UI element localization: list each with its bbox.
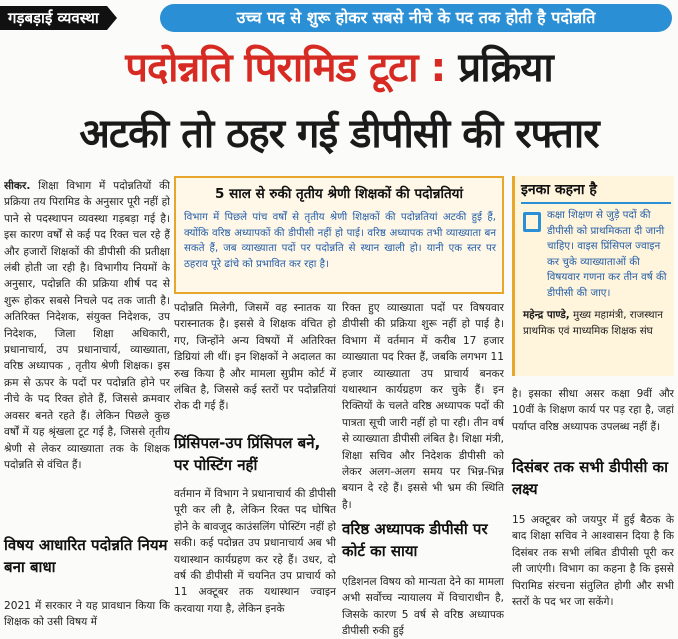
top-bar [0, 0, 678, 34]
col3-subhead: वरिष्ठ अध्यापक डीपीसी पर कोर्ट का साया [342, 520, 488, 560]
col4-para2: 15 अक्टूबर को जयपुर में हुई बैठक के बाद शिक्षा सचिव ने आश्वासन दिया है कि दिसंबर तक सभी लंबित डीपीसी पूरी कर ली जाएंगी। विभाग का कहना है कि इससे पिरामिड संरचना संतुलित होगी और सभी स्तरों के पद भर जा सकेंगे। [512, 514, 674, 609]
headline-red-part: पदोन्नति पिरामिड टूटा : [125, 45, 446, 91]
col3-para1: रिक्त हुए व्याख्याता पदों पर विषयवार डीपीसी की प्रक्रिया शुरू नहीं हो पाई है। विभाग में वर्तमान में करीब 17 हजार व्याख्याता पद रिक्त हैं, जबकि लगभग 11 हजार व्याख्याता उप प्राचार्य बनकर यथास्थान कार्यग्रहण कर चुके हैं। इन रिक्तियों के चलते वरिष्ठ अध्यापक पदों की पात्रता सूची जारी नहीं हो पा रही। तीन वर्ष से व्याख्याता डीपीसी लंबित है। शिक्षा मंत्री, शिक्षा सचिव और निदेशक डीपीसी को लेकर अलग-अलग समय पर भिन्न-भिन्न बयान दे रहे हैं। इससे भी भ्रम की स्थिति है। [342, 302, 504, 511]
sidebar-divider [521, 202, 671, 204]
quoted-person-designation: मुख्य महामंत्री, राजस्थान प्राथमिक एवं माध्यमिक शिक्षक संघ [523, 309, 664, 337]
col2-subhead: प्रिंसिपल-उप प्रिंसिपल बने, पर पोस्टिंग नहीं [174, 434, 321, 474]
summary-box-title: 5 साल से रुकी तृतीय श्रेणी शिक्षकों की पदोन्नतियां [215, 186, 463, 202]
summary-box [174, 176, 504, 294]
quoted-person-name: महेन्द्र पाण्डे, [523, 309, 570, 321]
headline-dark-part: प्रक्रिया [458, 45, 553, 91]
col2-para2: वर्तमान में विभाग ने प्रधानाचार्य की डीपीसी पूरी कर ली है, लेकिन रिक्त पद घोषित होने के बावजूद काउंसलिंग पोस्टिंग नहीं हो सकी। कई पदोन्नत उप प्रधानाचार्य अब भी यथास्थान कार्यग्रहण कर रहे हैं। उधर, दो वर्ष की डीपीसी में चयनित उप प्राचार्य को 11 अक्टूबर तक यथास्थान ज्वाइन करवाया गया है, लेकिन इनके [174, 488, 336, 615]
sidebar-title: इनका कहना है [521, 182, 597, 198]
sidebar-quote-text: कक्षा शिक्षण से जुड़े पदों की डीपीसी को प्राथमिकता दी जानी चाहिए। वाइस प्रिंसिपल ज्वाइन कर चुके व्याख्याताओं की विषयवार गणना कर तीन वर्ष की डीपीसी की जाए। [547, 209, 667, 299]
col3-para2: एडिशनल विषय को मान्यता देने का मामला अभी सर्वोच्च न्यायालय में विचाराधीन है, जिसके कारण 5 वर्ष से वरिष्ठ अध्यापक डीपीसी रुकी हुई [342, 576, 504, 638]
col4-para1: है। इसका सीधा असर कक्षा 9वीं और 10वीं के शिक्षण कार्य पर पड़ रहा है, जहां पर्याप्त वरिष्ठ अध्यापक उपलब्ध नहीं हैं। [512, 388, 674, 433]
summary-box-text: विभाग में पिछले पांच वर्षों से तृतीय श्रेणी शिक्षकों की पदोन्नतियां अटकी हुई हैं, क्योंकि वरिष्ठ अध्यापकों की डीपीसी नहीं हो पाई। वरिष्ठ अध्यापक तभी व्याख्याता बन सकते हैं, जब व्याख्याता पदों पर पदोन्नति से स्थान खाली हो। यानी एक स्तर पर ठहराव पूरे ढांचे को प्रभावित कर रहा है। [184, 212, 496, 270]
col4-subhead: दिसंबर तक सभी डीपीसी का लक्ष्य [512, 458, 668, 498]
col1-para2: 2021 में सरकार ने यह प्रावधान किया कि शिक्षक को उसी विषय में [4, 600, 170, 629]
subheading-ribbon: उच्च पद से शुरू होकर सबसे नीचे के पद तक होती है पदोन्नति [160, 4, 672, 32]
dateline: सीकर. [4, 180, 31, 192]
col1-para1 [4, 178, 170, 532]
col1-para1-text: शिक्षा विभाग में पदोन्नतियों की प्रक्रिया तय पिरामिड के अनुसार पूरी नहीं हो पाने से पदस्थापन व्यवस्था गड़बड़ा गई है। इस कारण वर्षों से कई पद रिक्त चल रहे हैं और हजारों शिक्षकों की डीपीसी की प्रतीक्षा लंबी होती जा रही है। विभागीय नियमों के अनुसार, पदोन्नति की प्रक्रिया शीर्ष पद से शुरू होकर सबसे निचले पद तक जाती है। अतिरिक्त निदेशक, संयुक्त निदेशक, उप निदेशक, जिला शिक्षा अधिकारी, प्रधानाचार्य, उप प्रधानाचार्य, व्याख्याता, वरिष्ठ अध्यापक , तृतीय श्रेणी शिक्षक। इस क्रम से ऊपर के पदों पर पदोन्नति होने पर नीचे के पद रिक्त होते हैं, जिससे क्रमवार अवसर बनते रहते हैं। लेकिन पिछले कुछ वर्षों में यह श्रृंखला टूट गई है, जिससे तृतीय श्रेणी से लेकर व्याख्याता तक के शिक्षक पदोन्नति से वंचित हैं। [4, 180, 170, 471]
col1-subhead: विषय आधारित पदोन्नति नियम बना बाधा [4, 536, 168, 576]
headline-line-1 [0, 40, 678, 96]
quote-icon [523, 212, 541, 232]
headline-line-2: अटकी तो ठहर गई डीपीसी की रफ्तार [79, 111, 599, 157]
section-tag: गड़बड़ाई व्यवस्था [0, 6, 107, 30]
sidebar-attribution [523, 308, 673, 339]
sidebar-quote-box [512, 176, 674, 376]
col2-para1: पदोन्नति मिलेगी, जिसमें वह स्नातक या परास्नातक है। इससे वे शिक्षक वंचित हो गए, जिन्होंने अन्य विषयों में अतिरिक्त डिग्रियां ली थीं। इन शिक्षकों ने अदालत का रुख किया है और मामला सुप्रीम कोर्ट में लंबित है, जिससे कई स्तरों पर पदोन्नतियां रोक दी गई हैं। [174, 302, 336, 413]
